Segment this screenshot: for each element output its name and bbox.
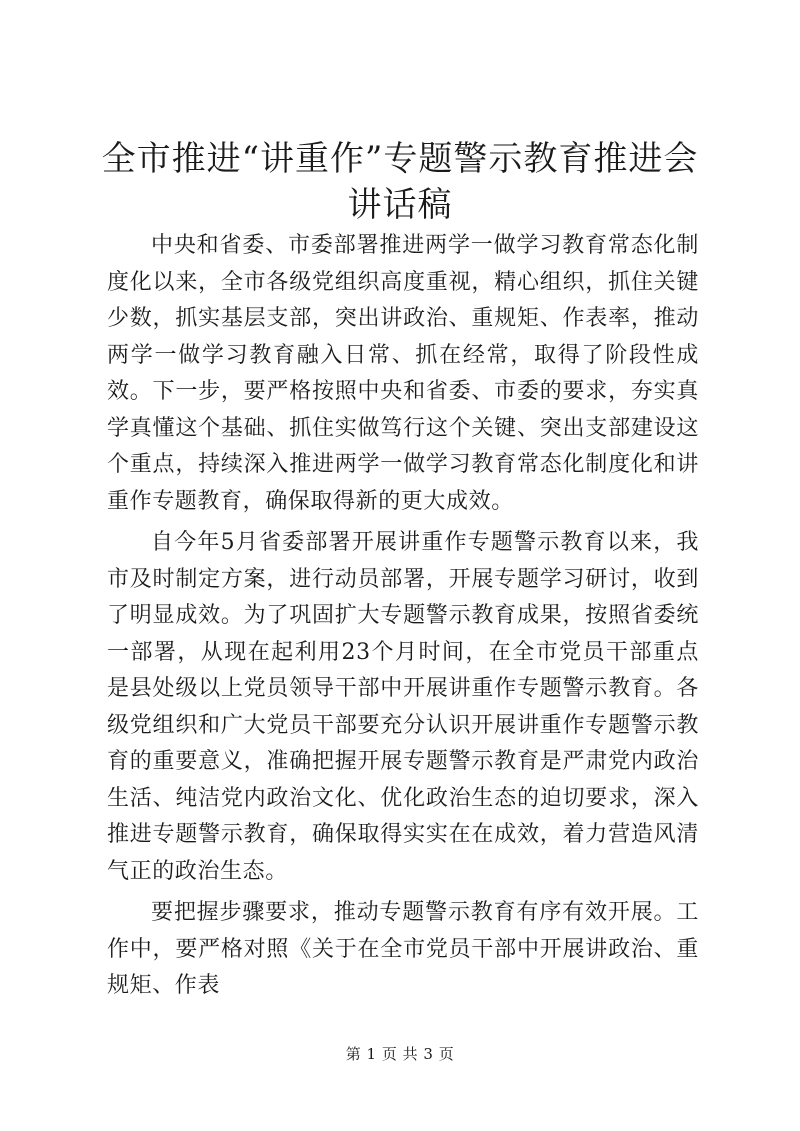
paragraph-3: 要把握步骤要求，推动专题警示教育有序有效开展。工作中，要严格对照《关于在全市党员干部中开展讲政治、重规矩、作表 — [107, 900, 699, 998]
document-title: 全市推进“讲重作”专题警示教育推进会讲话稿 — [101, 139, 699, 225]
page-number-footer: 第 1 页 共 3 页 — [345, 1045, 455, 1063]
paragraph-2: 自今年5月省委部署开展讲重作专题警示教育以来，我市及时制定方案，进行动员部署，开展专题学习研讨，收到了明显成效。为了巩固扩大专题警示教育成果，按照省委统一部署，从现在起利用23个月时间，在全市党员干部重点是县处级以上党员领导干部中开展讲重作专题警示教育。各级党组织和广大党员干部要充分认识开展讲重作专题警示教育的重要意义，准确把握开展专题警示教育是严肃党内政治生活、纯洁党内政治文化、优化政治生态的迫切要求，深入推进专题警示教育，确保取得实实在在成效，着力营造风清气正的政治生态。 — [107, 530, 699, 884]
paragraph-1: 中央和省委、市委部署推进两学一做学习教育常态化制度化以来，全市各级党组织高度重视，精心组织，抓住关键少数，抓实基层支部，突出讲政治、重规矩、作表率，推动两学一做学习教育融入日常、抓在经常，取得了阶段性成效。下一步，要严格按照中央和省委、市委的要求，夯实真学真懂这个基础、抓住实做笃行这个关键、突出支部建设这个重点，持续深入推进两学一做学习教育常态化制度化和讲重作专题教育，确保取得新的更大成效。 — [107, 233, 699, 514]
document-body — [107, 228, 699, 1010]
